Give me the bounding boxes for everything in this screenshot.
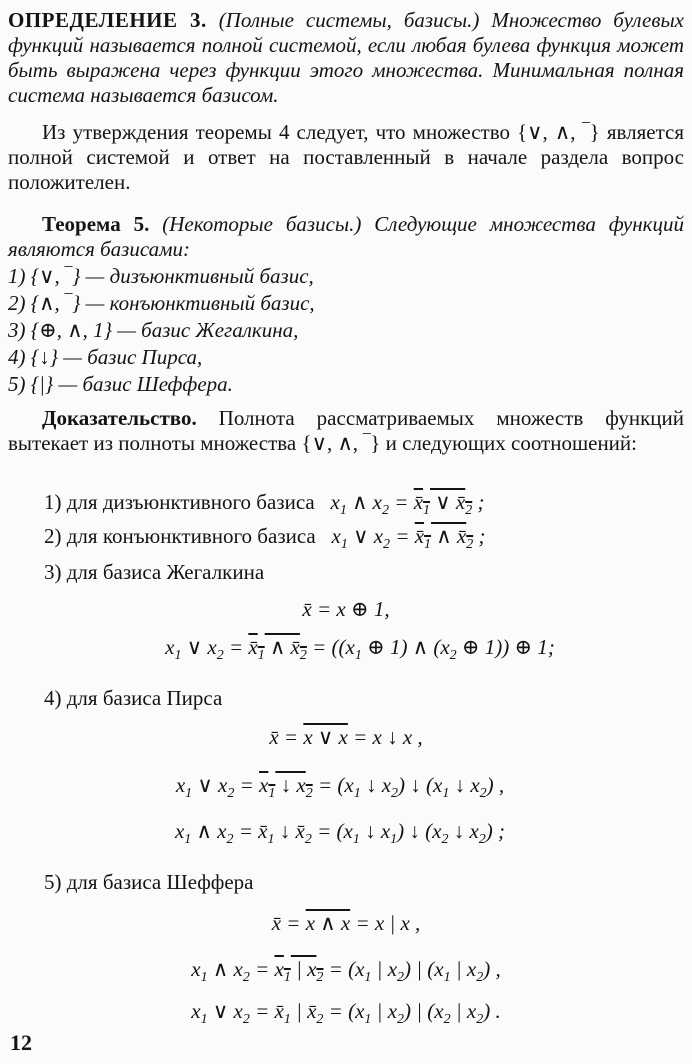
formula-peirce-disjunction: $x_1$ ∨ $x_2 = x_1$ ↓ $x_2 = (x_1$ ↓ $x_2$) ↓ ($x_1$ ↓ $x_2$) , [175, 773, 505, 801]
theorem-item-4: 4) {↓} — базис Пирса, [8, 345, 203, 369]
case-disjunctive [44, 490, 692, 518]
formula-sheffer-negation: x̄ = x ∧ x = x | x , [271, 911, 421, 935]
formula-zhegalkin-negation: x̄ = x ⊕ 1, [302, 597, 390, 621]
formula-sheffer-disjunction: $x_1$ ∨ $x_2$ = $x̄_1$ | $x̄_2 = (x_1$ | $x_2$) | ($x_2$ | $x_2$) . [191, 999, 501, 1027]
formula-disjunctive: $x_1$ ∧ $x_2$ = $x̄_1$ ∨ $x̄_2$ ; [319, 490, 485, 518]
proof-label: Доказательство. [42, 406, 197, 430]
theorem-item-5: 5) {|} — базис Шеффера. [8, 372, 233, 396]
case-zhegalkin: 3) для базиса Жегалкина [44, 560, 265, 584]
formula-peirce-negation: x̄ = x ∨ x = x ↓ x , [269, 725, 423, 749]
proof-text: Полнота рассматриваемых множеств функций вытекает из полноты множества {∨, ∧, ‾} и следующих соотношений: [8, 406, 685, 455]
definition-text: (Полные системы, базисы.) Множество булевых функций называется полной системой, если любая булева функция может быть выражена через функции этого множества. Минимальная полная система называется базисом. [8, 8, 684, 107]
formula-sheffer-conjunction: $x_1$ ∧ $x_2 = x_1$ | $x_2 = (x_1$ | $x_2$) | ($x_1$ | $x_2$) , [191, 957, 501, 985]
theorem-item-2: 2) {∧, ‾} — конъюнктивный базис, [8, 291, 315, 315]
case-sheffer: 5) для базиса Шеффера [44, 870, 254, 894]
theorem-label: Теорема 5. [42, 212, 150, 236]
case-label: 1) для дизъюнктивного базиса [44, 490, 315, 514]
case-conjunctive [44, 524, 692, 552]
paragraph-completeness: Из утверждения теоремы 4 следует, что множество {∨, ∧, ‾} является полной системой и ответ на поставленный в начале раздела вопрос положителен. [8, 120, 684, 194]
formula-zhegalkin-disjunction: $x_1$ ∨ $x_2$ = $x̄_1$ ∧ $x̄_2 = ((x_1$ ⊕ 1) ∧ ($x_2$ ⊕ 1)) ⊕ 1; [165, 635, 555, 663]
case-peirce: 4) для базиса Пирса [44, 686, 223, 710]
definition-label: ОПРЕДЕЛЕНИЕ 3. [8, 8, 207, 32]
theorem-item-3: 3) {⊕, ∧, 1} — базис Жегалкина, [8, 318, 299, 342]
formula-conjunctive: $x_1$ ∨ $x_2$ = $x̄_1$ ∧ $x̄_2$ ; [321, 524, 486, 552]
case-label: 2) для конъюнктивного базиса [44, 524, 316, 548]
theorem-item-1: 1) {∨, ‾} — дизъюнктивный базис, [8, 264, 314, 288]
theorem-paragraph [8, 212, 684, 262]
proof-paragraph [8, 406, 684, 456]
page-number: 12 [10, 1030, 32, 1055]
theorem-text: (Некоторые базисы.) Следующие множества функций являются базисами: [8, 212, 684, 261]
definition-paragraph [8, 8, 684, 108]
formula-peirce-conjunction: $x_1$ ∧ $x_2$ = $x̄_1$ ↓ $x̄_2 = (x_1$ ↓ $x_1$) ↓ ($x_2$ ↓ $x_2$) ; [174, 819, 506, 847]
